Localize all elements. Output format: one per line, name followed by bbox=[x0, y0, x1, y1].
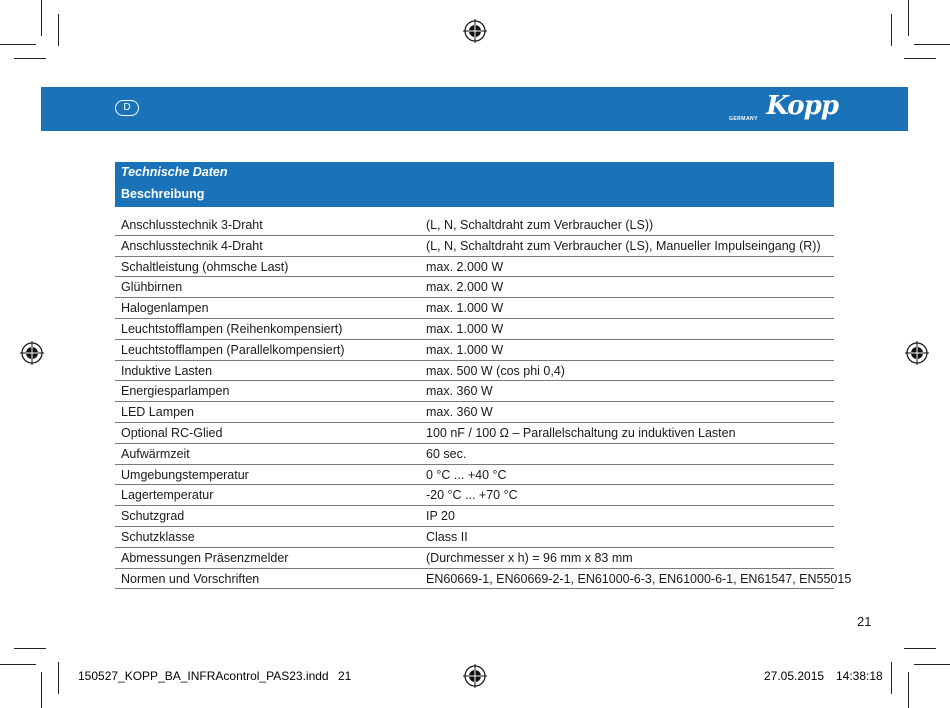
slug-time: 14:38:18 bbox=[836, 669, 883, 683]
row-value: (Durchmesser x h) = 96 mm x 83 mm bbox=[426, 550, 633, 565]
crop-mark bbox=[914, 44, 950, 45]
table-title: Technische Daten bbox=[121, 165, 228, 179]
crop-mark bbox=[58, 662, 59, 694]
row-value: -20 °C ... +70 °C bbox=[426, 488, 518, 503]
crop-mark bbox=[891, 662, 892, 694]
table-row bbox=[115, 215, 834, 236]
row-label: Lagertemperatur bbox=[121, 488, 214, 503]
table-row bbox=[115, 361, 834, 382]
row-value: max. 1.000 W bbox=[426, 321, 504, 336]
row-value: max. 1.000 W bbox=[426, 342, 504, 357]
table-row bbox=[115, 548, 834, 569]
crop-mark bbox=[41, 672, 42, 708]
row-value: (L, N, Schaltdraht zum Verbraucher (LS)) bbox=[426, 218, 654, 232]
row-value: max. 500 W (cos phi 0,4) bbox=[426, 363, 565, 378]
row-label: Halogenlampen bbox=[121, 301, 209, 316]
row-label: Leuchtstofflampen (Parallelkompensiert) bbox=[121, 342, 345, 357]
row-label: Umgebungstemperatur bbox=[121, 467, 249, 482]
table-row bbox=[115, 527, 834, 548]
table-row bbox=[115, 465, 834, 486]
row-label: Anschlusstechnik 4-Draht bbox=[121, 238, 263, 253]
row-value: max. 2.000 W bbox=[426, 259, 504, 274]
table-row bbox=[115, 381, 834, 402]
row-value: 0 °C ... +40 °C bbox=[426, 467, 507, 482]
table-row bbox=[115, 236, 834, 257]
brand-logo-subtitle: GERMANY bbox=[728, 116, 758, 122]
row-label: Induktive Lasten bbox=[121, 363, 213, 378]
crop-mark bbox=[0, 44, 36, 45]
row-label: Normen und Vorschriften bbox=[121, 571, 260, 586]
row-label: Energiesparlampen bbox=[121, 384, 230, 399]
row-value: max. 360 W bbox=[426, 405, 493, 420]
table-row bbox=[115, 319, 834, 340]
table-subtitle: Beschreibung bbox=[121, 187, 205, 201]
table-header bbox=[115, 162, 834, 207]
table-row bbox=[115, 485, 834, 506]
page-number: 21 bbox=[857, 614, 872, 629]
registration-mark-icon bbox=[463, 19, 487, 43]
slug-date: 27.05.2015 bbox=[764, 669, 825, 683]
header-band bbox=[41, 87, 908, 131]
row-value: max. 1.000 W bbox=[426, 301, 504, 316]
row-value: 60 sec. bbox=[426, 446, 467, 461]
row-label: LED Lampen bbox=[121, 405, 194, 420]
table-row bbox=[115, 402, 834, 423]
row-label: Schutzgrad bbox=[121, 509, 185, 524]
row-value: IP 20 bbox=[426, 509, 455, 524]
registration-mark-icon bbox=[905, 341, 929, 365]
crop-mark bbox=[891, 14, 892, 46]
row-label: Glühbirnen bbox=[121, 280, 183, 295]
language-badge: D bbox=[115, 100, 139, 116]
crop-mark bbox=[0, 664, 36, 665]
crop-mark bbox=[14, 648, 46, 649]
row-label: Schutzklasse bbox=[121, 529, 195, 544]
row-value: max. 360 W bbox=[426, 384, 493, 399]
crop-mark bbox=[58, 14, 59, 46]
crop-mark bbox=[908, 672, 909, 708]
table-row bbox=[115, 569, 852, 590]
spec-table bbox=[115, 215, 852, 589]
crop-mark bbox=[904, 58, 936, 59]
table-row bbox=[115, 506, 834, 527]
row-value: EN60669-1, EN60669-2-1, EN61000-6-3, EN61000-6-1, EN61547, EN55015 bbox=[426, 571, 852, 586]
crop-mark bbox=[908, 0, 909, 36]
registration-mark-icon bbox=[20, 341, 44, 365]
crop-mark bbox=[14, 58, 46, 59]
row-label: Optional RC-Glied bbox=[121, 425, 223, 440]
row-label: Anschlusstechnik 3-Draht bbox=[121, 218, 263, 232]
row-label: Leuchtstofflampen (Reihenkompensiert) bbox=[121, 321, 343, 336]
table-row bbox=[115, 444, 834, 465]
row-label: Schaltleistung (ohmsche Last) bbox=[121, 259, 289, 274]
table-row bbox=[115, 277, 834, 298]
table-row bbox=[115, 340, 834, 361]
row-value: max. 2.000 W bbox=[426, 280, 504, 295]
row-value: (L, N, Schaltdraht zum Verbraucher (LS), Manueller Impulseingang (R)) bbox=[426, 238, 821, 253]
slug-page: 21 bbox=[338, 669, 352, 683]
crop-mark bbox=[41, 0, 42, 36]
row-value: Class II bbox=[426, 529, 468, 544]
crop-mark bbox=[904, 648, 936, 649]
crop-mark bbox=[914, 664, 950, 665]
row-label: Abmessungen Präsenzmelder bbox=[121, 550, 289, 565]
brand-logo: Kopp bbox=[766, 91, 838, 121]
table-row bbox=[115, 298, 834, 319]
table-row bbox=[115, 423, 834, 444]
row-label: Aufwärmzeit bbox=[121, 446, 190, 461]
row-value: 100 nF / 100 Ω – Parallelschaltung zu induktiven Lasten bbox=[426, 425, 736, 440]
slug-filename: 150527_KOPP_BA_INFRAcontrol_PAS23.indd bbox=[78, 669, 329, 683]
table-row bbox=[115, 257, 834, 278]
registration-mark-icon bbox=[463, 664, 487, 688]
